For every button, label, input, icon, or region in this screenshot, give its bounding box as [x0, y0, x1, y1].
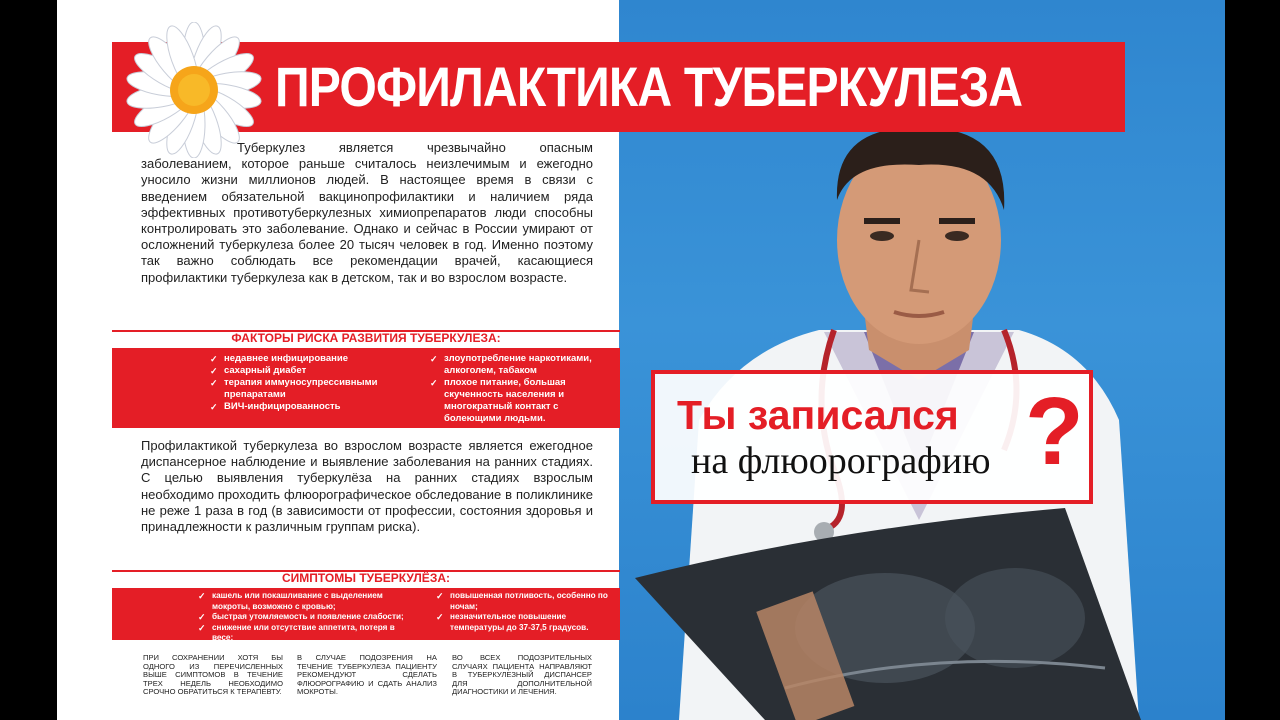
footer-column-2: В СЛУЧАЕ ПОДОЗРЕНИЯ НА ТЕЧЕНИЕ ТУБЕРКУЛЕЗА ПАЦИЕНТУ РЕКОМЕНДУЮТ СДЕЛАТЬ ФЛЮОРОГРАФИЮ И СДАТЬ АНАЛИЗ МОКРОТЫ. [297, 653, 437, 697]
prevention-paragraph: Профилактикой туберкулеза во взрослом возрасте является ежегодное диспансерное наблюдение и выявление заболевания на ранних стадиях. С целью выявления туберкулёза на ранних стадиях взрослым необходимо проходить флюорографическое обследование в поликлинике не реже 1 раза в год (в зависимости от профессии, состояния здоровья и принадлежности к различным группам риска). [141, 438, 593, 535]
callout-line-1: Ты записался [677, 392, 959, 438]
risk-factors-heading [112, 326, 620, 348]
xray-film [635, 508, 1141, 720]
symptoms-title: СИМПТОМЫ ТУБЕРКУЛЁЗА: [281, 571, 451, 585]
list-item: ✓ недавнее инфицирование [210, 353, 410, 365]
list-item: ✓ сахарный диабет [210, 365, 410, 377]
poster-title: ПРОФИЛАКТИКА ТУБЕРКУЛЕЗА [275, 55, 1023, 118]
fluorography-callout [651, 370, 1093, 504]
list-item: ✓ кашель или покашливание с выделением мокроты, возможно с кровью; [198, 591, 418, 612]
list-item: ✓ ВИЧ-инфицированность [210, 401, 410, 413]
symptoms-heading [112, 566, 620, 588]
list-item: ✓ быстрая утомляемость и появление слабости; [198, 612, 418, 623]
risk-list-right [430, 353, 600, 425]
intro-paragraph: Туберкулез является чрезвычайно опасным заболеванием, которое раньше считалось неизлечимым и ежегодно уносило жизни миллионов людей. В настоящее время в связи с введением обязательной вакцинопрофилактики и наличием ряда эффективных противотуберкулезных химиопрепаратов люди способны контролировать это заболевание. Однако и сейчас в России умирают от осложнений туберкулеза более 20 тысяч человек в год. Именно поэтому так важно соблюдать все рекомендации врачей, касающиеся профилактики туберкулеза как в детском, так и во взрослом возрасте. [141, 140, 593, 285]
callout-line-2: на флюорографию [691, 440, 991, 482]
list-item: ✓ повышенная потливость, особенно по ночам; [436, 591, 616, 612]
footer-column-3: ВО ВСЕХ ПОДОЗРИТЕЛЬНЫХ СЛУЧАЯХ ПАЦИЕНТА НАПРАВЛЯЮТ В ТУБЕРКУЛЕЗНЫЙ ДИСПАНСЕР ДЛЯ ДОПОЛНИТЕЛЬНОЙ ДИАГНОСТИКИ И ЛЕЧЕНИЯ. [452, 653, 592, 697]
symptoms-box [112, 588, 620, 640]
list-item: ✓ плохое питание, большая скученность населения и многократный контакт с болеющими людьми. [430, 377, 600, 425]
footer-column-1: ПРИ СОХРАНЕНИИ ХОТЯ БЫ ОДНОГО ИЗ ПЕРЕЧИСЛЕННЫХ ВЫШЕ СИМПТОМОВ В ТЕЧЕНИЕ ТРЕХ НЕДЕЛЬ НЕОБХОДИМО СРОЧНО ОБРАТИТЬСЯ К ТЕРАПЕВТУ. [143, 653, 283, 697]
symptoms-list-right [436, 591, 616, 633]
list-item: ✓ терапия иммуносупрессивными препаратами [210, 377, 410, 401]
symptoms-list-left [198, 591, 418, 644]
list-item: ✓ снижение или отсутствие аппетита, потеря в весе; [198, 623, 418, 644]
risk-factors-title: ФАКТОРЫ РИСКА РАЗВИТИЯ ТУБЕРКУЛЕЗА: [231, 331, 501, 345]
list-item: ✓ злоупотребление наркотиками, алкоголем, табаком [430, 353, 600, 377]
risk-factors-box [112, 348, 620, 428]
question-mark: ? [1025, 378, 1084, 485]
daisy-flower-icon [119, 22, 269, 158]
risk-list-left [210, 353, 410, 413]
poster [57, 0, 1225, 720]
list-item: ✓ незначительное повышение температуры до 37-37,5 градусов. [436, 612, 616, 633]
